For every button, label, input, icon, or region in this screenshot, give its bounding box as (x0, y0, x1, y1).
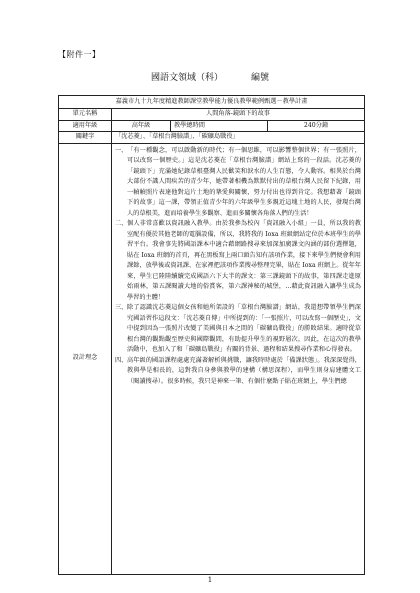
time-value: 240分鐘 (268, 120, 365, 132)
design-paragraph (115, 356, 361, 388)
design-paragraph (115, 146, 361, 220)
paragraph-number: 四、 (115, 356, 128, 364)
design-label: 設計理念 (59, 143, 112, 574)
table-caption: 嘉義市九十九年度精進教師課堂教學能力優良教學範例甄選－教學計畫 (59, 96, 365, 109)
paragraph-number: 三、 (115, 304, 128, 311)
keyword-label: 關鍵字 (59, 132, 112, 144)
design-row (59, 143, 365, 574)
design-content (112, 143, 365, 574)
document-heading (0, 70, 420, 83)
design-paragraph (115, 303, 361, 356)
table-caption-row (59, 96, 365, 109)
code-label: 編號 (251, 73, 270, 83)
field-title: 國語文領域（科） (150, 73, 223, 83)
time-label: 教學總時間 (171, 120, 268, 132)
grade-row (59, 120, 365, 132)
attachment-label: 【附件一】 (58, 50, 101, 59)
paragraph-text: 個人非常喜歡以資訊融入教學。由於我參為校內「資訊融入小組」一員，所以我的教室配有優於其他老師的電腦設備，所以，我將我的 Ioxa 班級網站定位於本班學生的學習平台。我會事先將國語課本中適合藉網路搜尋來加深加廣課文內涵的部份選擇題，貼在 Ioxa 班網的首頁，再在黑板寫上兩口頭告知有該項作業，接下來學生們便會利用課餘，放學後或資訊課、在家裡把該項作業搜尋整理完畢，貼在 Ioxa 班網上。從年年來，學生已陸陸續續完成國語六下大半的課文：第三課鏡頭下的故事，第四課走進原始雨林，第五課閱讀大地的俗賞客，第六課神秘的城堡，…藉此資訊融入讓學生成為學習的主體！ (127, 220, 361, 301)
page-number: 1 (207, 576, 213, 584)
paragraph-text: 高年級的國語課程處處充滿著解析與挑戰，讓我時時處於「備課狀態」。我深深覺得，教與學是相長的，這對我自身參與教學的建構（構思深程），而學生則身肩建體文工（閱讀搜尋）。很多時候，我只是神來一筆、有個什麼點子貼在班網上，學生們總 (127, 356, 361, 385)
unit-value: 人間角落-鏡頭下的故事 (112, 109, 365, 121)
grade-label: 適用年級 (59, 120, 112, 132)
lesson-plan-table (58, 95, 365, 575)
unit-label: 單元名稱 (59, 109, 112, 121)
paragraph-text: 「有一種觀念，可以啟動新的時代；有一個思維，可以影響整個世界；有一張照片，可以改寫一個歷史。」這是沈芯菱在「草根台灣臉譜」網站上寫的一段話。沈芯菱的「鏡頭下」充滿她紀錄草根臺灣人民歡笑和淚水的人生百態，令人動容。相異於台灣大部份不識人間疾苦的青少年，她帶著相機為默默付出的草根台灣人民留下紀錄，用一幀幀照片表達他對這片土地的摯愛與關懷，努力付出也得到肯定。我想藉著「鏡頭下的故事」這一課，帶領正值青少年的六年級學生多親近這塊土地的人民，發現台灣人的草根美，進而培養學生多觀察、進而多關懷各角落人們的生活！ (127, 146, 361, 217)
keyword-value: 「沈芯菱」、「草根台灣臉譜」、「碳礦島戰役」 (112, 132, 365, 144)
paragraph-number: 一、 (115, 146, 128, 154)
design-paragraph (115, 219, 361, 303)
paragraph-text: 除了認識沈芯菱這個女孩和她所架設的「草根台灣臉譜」網站，我還想帶領學生們深究國語習作這段文：「沈芯菱自傳」中所提到的：「一張照片，可以改寫一個歷史」，文中提到因為一張照片改變了美國與日本之間的「碳礦島戰役」的勝敗結果。適時從草根台灣的觀點觀至歷史與國際觀間，有助提升學生的視野層次。因此，在這次的教學活動中，也加入了和「碳礦島戰役」有關的背景、過程和結果搜尋作業和心得發表。 (127, 304, 361, 353)
paragraph-number: 二、 (115, 220, 128, 227)
unit-row (59, 109, 365, 121)
keyword-row (59, 132, 365, 144)
grade-value: 高年級 (112, 120, 171, 132)
